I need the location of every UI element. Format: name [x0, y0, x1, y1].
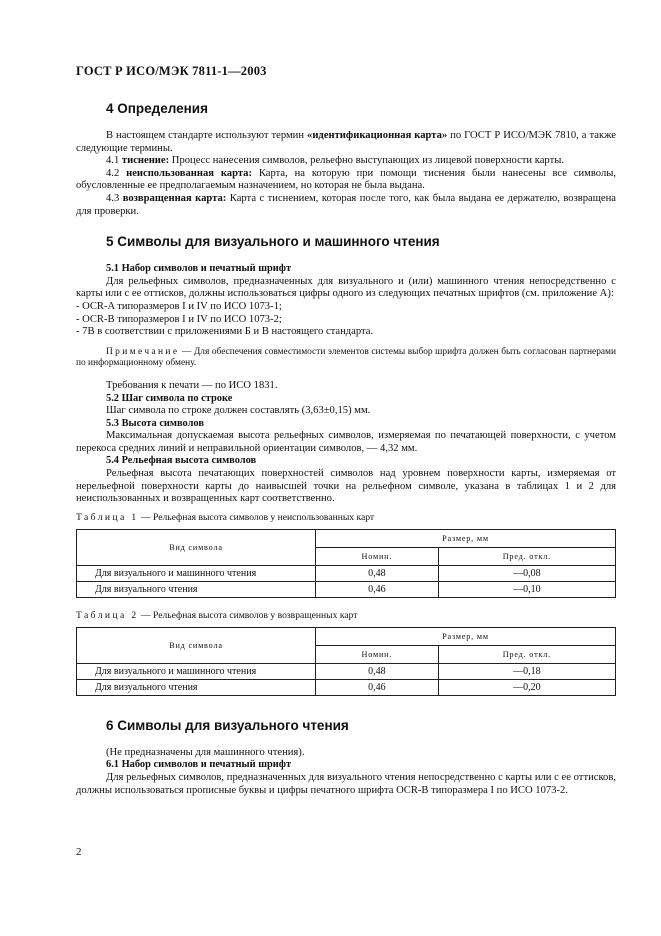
subsection-5-1-text: Для рельефных символов, предназначенных для визуального и (или) машинного чтения непосредственно с карты или с ее оттисков, должны использоваться цифры одного из следующих печатных шрифтов (см. приложение А): [76, 275, 616, 300]
font-list-item: - 7B в соответствии с приложениями Б и В настоящего стандарта. [76, 326, 374, 338]
cell-nominal: 0,46 [316, 581, 439, 597]
subsection-5-4-title: 5.4 Рельефная высота символов [106, 455, 257, 467]
print-requirements: Требования к печати — по ИСО 1831. [106, 379, 278, 391]
column-header-deviation: Пред. откл. [438, 547, 615, 565]
page-number: 2 [76, 846, 82, 858]
subsection-6-1-text: Для рельефных символов, предназначенных для визуального чтения непосредственно с карты или с ее оттисков, должны использоваться прописные буквы и цифры печатного шрифта OCR-B типоразмера I по ИСО 1073-2. [76, 772, 616, 796]
cell-deviation: —0,08 [438, 565, 615, 581]
section-4-intro: В настоящем стандарте используют термин «идентификационная карта» по ГОСТ Р ИСО/МЭК 7810, а также следующие термины. [76, 130, 616, 154]
column-header-size: Размер, мм [316, 627, 616, 645]
cell-kind: Для визуального чтения [77, 679, 316, 695]
subsection-5-2-title: 5.2 Шаг символа по строке [106, 392, 233, 404]
cell-deviation: —0,10 [438, 581, 615, 597]
cell-kind: Для визуального чтения [77, 581, 316, 597]
subsection-5-1-title: 5.1 Набор символов и печатный шрифт [106, 263, 292, 275]
table-row [77, 565, 616, 581]
font-list-item: - OCR-B типоразмеров I и IV по ИСО 1073-2; [76, 313, 282, 325]
definition-4-2: 4.2 неиспользованная карта: Карта, на которую при помощи тиснения были нанесены все символы, обусловленные ее предполагаемым назначением, но которая не была выдана. [76, 167, 616, 192]
section-6-note: (Не предназначены для машинного чтения). [106, 746, 305, 758]
subsection-5-3-text: Максимальная допускаемая высота рельефных символов, измеряемая по печатающей поверхности, с учетом перекоса средних линий и неправильной ориентации символов, — 4,32 мм. [76, 430, 616, 454]
cell-deviation: —0,18 [438, 663, 615, 679]
subsection-5-3-title: 5.3 Высота символов [106, 417, 204, 429]
document-page [76, 64, 616, 797]
cell-nominal: 0,48 [316, 565, 439, 581]
column-header-size: Размер, мм [316, 529, 616, 547]
note: Примечание — Для обеспечения совместимости элементов системы выбор шрифта должен быть согласован партнерами по информационному обмену. [76, 346, 616, 369]
column-header-nominal: Номин. [316, 645, 439, 663]
column-header-nominal: Номин. [316, 547, 439, 565]
section-6-title: 6 Символы для визуального чтения [106, 717, 349, 733]
table-1-caption: Таблица 1 — Рельефная высота символов у неиспользованных карт [76, 511, 375, 523]
column-header-deviation: Пред. откл. [438, 645, 615, 663]
cell-kind: Для визуального и машинного чтения [77, 565, 316, 581]
section-4-title: 4 Определения [106, 101, 208, 116]
cell-nominal: 0,46 [316, 679, 439, 695]
table-2 [76, 627, 616, 696]
subsection-6-1-title: 6.1 Набор символов и печатный шрифт [106, 759, 292, 771]
definition-4-3: 4.3 возвращенная карта: Карта с тиснением, которая после того, как была выдана ее держателю, возвращена для проверки. [76, 192, 616, 217]
subsection-5-2-text: Шаг символа по строке должен составлять (3,63±0,15) мм. [106, 405, 371, 417]
table-2-caption: Таблица 2 — Рельефная высота символов у возвращенных карт [76, 609, 358, 621]
cell-kind: Для визуального и машинного чтения [77, 663, 316, 679]
table-1 [76, 529, 616, 598]
definition-4-1: 4.1 тиснение: Процесс нанесения символов, рельефно выступающих из лицевой поверхности карты. [106, 155, 564, 167]
font-list-item: - OCR-A типоразмеров I и IV по ИСО 1073-1; [76, 300, 282, 312]
column-header-kind: Вид символа [77, 529, 316, 565]
cell-deviation: —0,20 [438, 679, 615, 695]
document-header: ГОСТ Р ИСО/МЭК 7811-1—2003 [76, 64, 267, 78]
table-row [77, 663, 616, 679]
column-header-kind: Вид символа [77, 627, 316, 663]
table-row [77, 581, 616, 597]
table-row [77, 679, 616, 695]
cell-nominal: 0,48 [316, 663, 439, 679]
section-5-title: 5 Символы для визуального и машинного чтения [106, 234, 440, 250]
subsection-5-4-text: Рельефная высота печатающих поверхностей символов над уровнем поверхности карты, измеряемая от нерельефной поверхности карты до наивысшей точки на рельефном символе, указана в таблицах 1 и 2 для неиспользованных и возвращенных карт соответственно. [76, 468, 616, 505]
